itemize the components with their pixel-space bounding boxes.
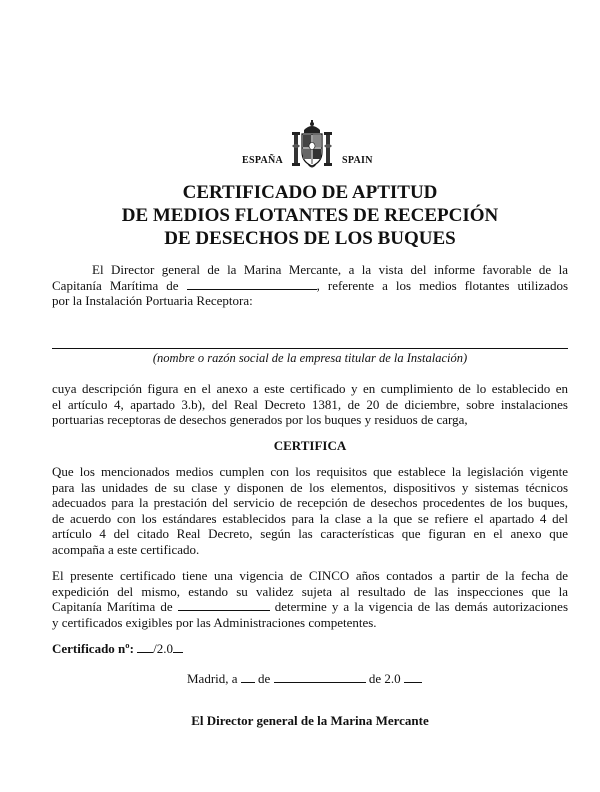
signer-title: El Director general de la Marina Mercante <box>191 713 429 728</box>
intro-line-1: El Director general de la Marina Mercante, a la vista del informe favorable de la <box>92 262 568 277</box>
certifica-line-2: para las unidades de su clase y disponen de los elementos, dispositivos y sistemas técnicos <box>52 479 568 495</box>
validity-line-3 <box>52 599 568 615</box>
description-line-3: portuarias receptoras de desechos generados por los buques y residuos de carga, <box>52 412 468 428</box>
description-line-1: cuya descripción figura en el anexo a este certificado y en cumplimiento de lo establecido en <box>52 381 568 396</box>
place-de-1: de <box>258 671 271 686</box>
year-blank[interactable] <box>404 671 422 683</box>
title-line-1: CERTIFICADO DE APTITUD <box>182 182 438 203</box>
certifica-line-6: acompaña a este certificado. <box>52 541 200 557</box>
intro-line-3: por la Instalación Portuaria Receptora: <box>52 293 253 309</box>
validity-line-3-a: Capitanía Marítima de <box>52 599 173 615</box>
certifica-line-4: de acuerdo con los estándares establecidos para la clase a la que se refiere el apartado 4 del <box>52 510 568 526</box>
place-date <box>187 671 422 687</box>
validity-paragraph <box>52 568 568 630</box>
document-title <box>0 181 600 250</box>
place-city: Madrid, a <box>187 671 238 686</box>
title-line-2: DE MEDIOS FLOTANTES DE RECEPCIÓN <box>121 205 499 226</box>
certifica-line-3: adecuados para la prestación del servicio de recepción de desechos procedentes de los buques, <box>52 495 568 511</box>
certificate-number <box>52 641 183 657</box>
description-paragraph <box>52 381 568 428</box>
certificate-number-suffix: /2.0 <box>153 641 174 656</box>
validity-line-3-b: determine y a la vigencia de las demás autorizaciones <box>274 599 569 615</box>
intro-paragraph <box>52 262 568 309</box>
place-de-2: de 2.0 <box>368 671 401 686</box>
intro-line-2-b: , referente a los medios flotantes utilizados <box>316 277 569 293</box>
coat-of-arms-icon <box>290 120 334 172</box>
validity-line-4: y certificados exigibles por las Administraciones competentes. <box>52 614 377 630</box>
certifica-heading: CERTIFICA <box>273 438 347 453</box>
certifica-paragraph <box>52 464 568 558</box>
company-name-caption: (nombre o razón social de la empresa titular de la Instalación) <box>152 351 468 365</box>
certificate-number-label: Certificado nº: <box>52 641 134 656</box>
month-blank[interactable] <box>274 671 366 683</box>
intro-line-2 <box>52 278 568 294</box>
intro-line-2-a: Capitanía Marítima de <box>52 277 179 293</box>
certifica-line-5: artículo 4 del citado Real Decreto, según las características que figuran en el anexo que <box>52 526 568 542</box>
maritime-office-blank[interactable] <box>187 278 317 290</box>
country-label-es: ESPAÑA <box>242 155 284 166</box>
validity-line-2: expedición del mismo, estando su validez sujeta al resultado de las inspecciones que la <box>52 583 568 599</box>
certificate-number-blank[interactable] <box>137 641 153 653</box>
maritime-office-blank-2[interactable] <box>178 599 270 611</box>
company-name-line[interactable] <box>52 348 568 349</box>
day-blank[interactable] <box>241 671 255 683</box>
country-label-en: SPAIN <box>342 155 373 166</box>
certifica-line-1: Que los mencionados medios cumplen con los requisitos que establece la legislación vigente <box>52 464 568 479</box>
validity-line-1: El presente certificado tiene una vigencia de CINCO años contados a partir de la fecha de <box>52 568 568 583</box>
description-line-2: el artículo 4, apartado 3.b), del Real Decreto 1381, de 20 de diciembre, sobre instalaciones <box>52 396 568 412</box>
certificate-year-blank[interactable] <box>173 641 183 653</box>
title-line-3: DE DESECHOS DE LOS BUQUES <box>164 228 456 249</box>
